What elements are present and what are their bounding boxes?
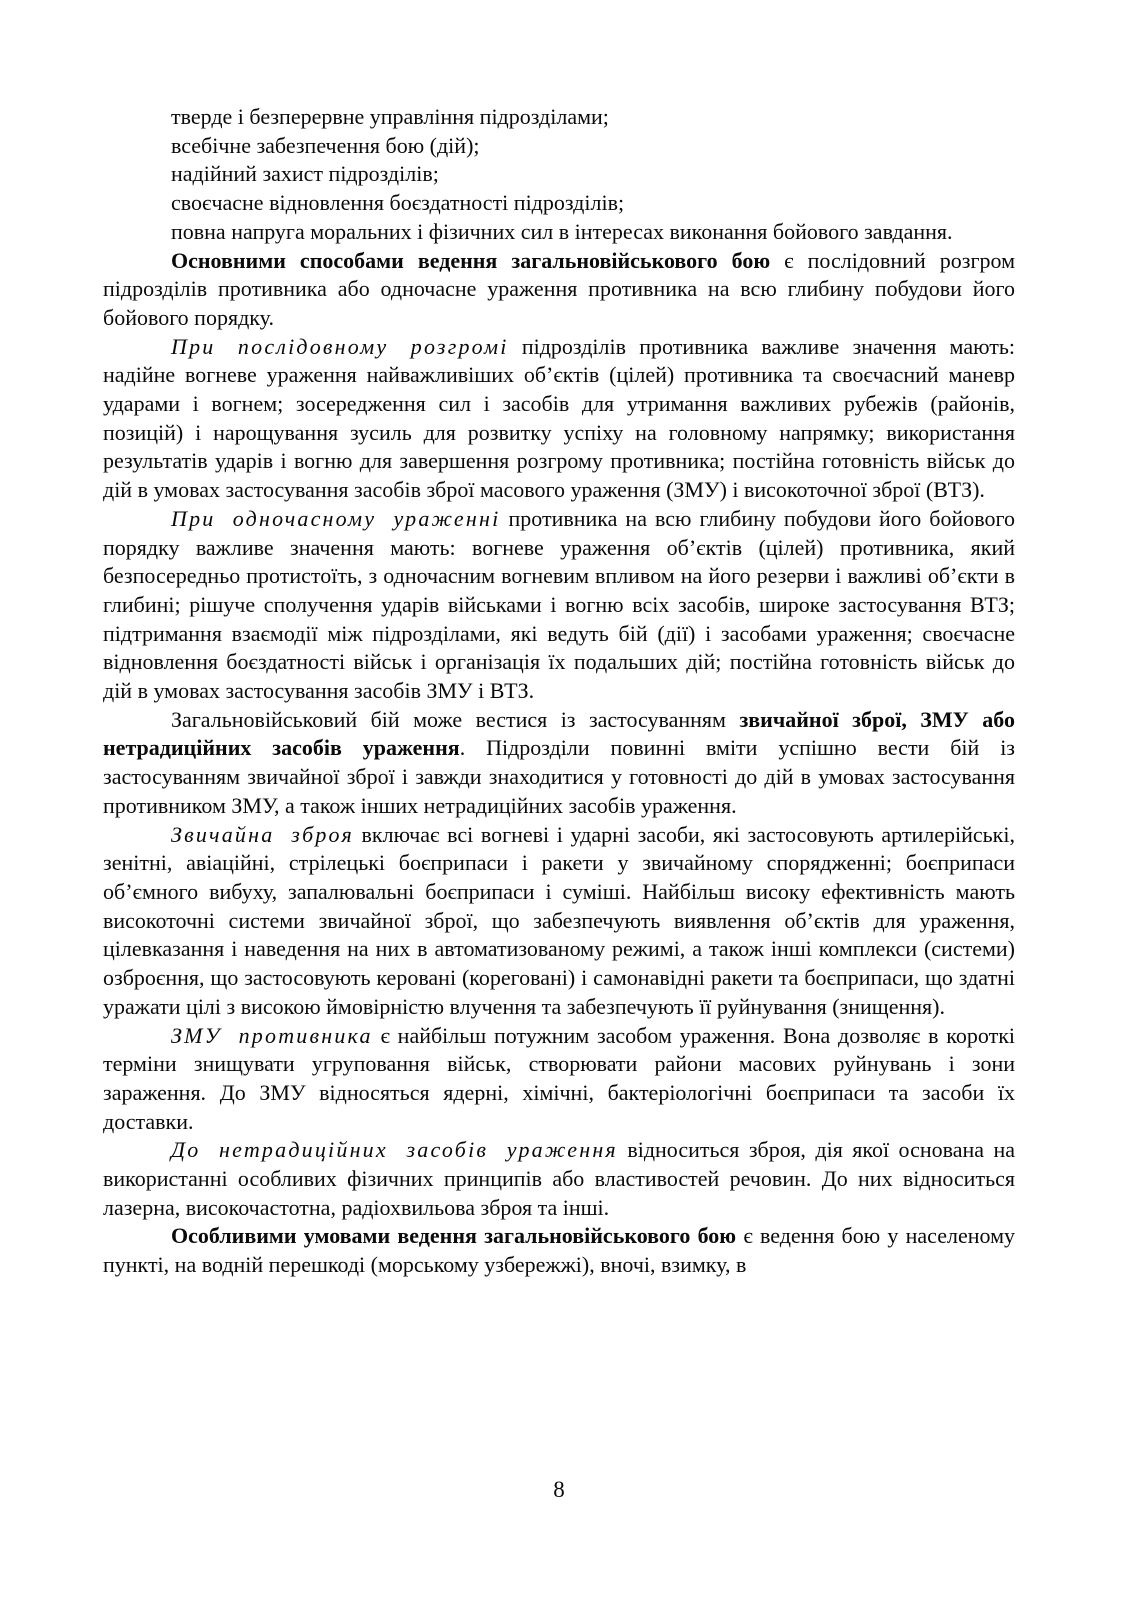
text-segment-italic-spread: При послідовному розгромі: [171, 333, 509, 359]
paragraph: [103, 160, 1015, 189]
page-number: 8: [553, 1477, 565, 1502]
text-segment-normal: противника на всю глибину побудови його бойового порядку важливе значення мають: вогневе ураження об’єктів (цілей) противника, який безпосередньо протистоїть, з одночасним вогневим впливом на його резерви і важливі об’єкти в глибині; рішуче сполучення ударів військами і вогню всіх засобів, широке застосування ВТЗ; підтримання взаємодії між підрозділами, які ведуть бій (дії) і засобами ураження; своєчасне відновлення боєздатності військ і організація їх подальших дій; постійна готовність військ до дій в умовах застосування засобів ЗМУ і ВТЗ.: [103, 505, 1015, 704]
document-body: [103, 103, 1015, 1280]
text-segment-bold: звичайної зброї, ЗМУ або нетрадиційних засобів ураження: [103, 706, 1015, 761]
paragraph: [103, 189, 1015, 218]
text-segment-normal: всебічне забезпечення бою (дій);: [171, 132, 480, 158]
text-segment-normal: Загальновійськовий бій може вестися із застосуванням: [171, 706, 740, 732]
paragraph: [103, 132, 1015, 161]
paragraph: [103, 1136, 1015, 1222]
paragraph: [103, 1022, 1015, 1137]
text-segment-normal: є ведення бою у населеному пункті, на водній перешкоді (морському узбережжі), вночі, взимку, в: [103, 1223, 1015, 1278]
text-segment-normal: надійний захист підрозділів;: [171, 161, 439, 187]
paragraph: [103, 821, 1015, 1022]
paragraph: [103, 333, 1015, 505]
text-segment-normal: відноситься зброя, дія якої основана на використанні особливих фізичних принципів або властивостей речовин. До них відноситься лазерна, високочастотна, радіохвильова зброя та інші.: [103, 1137, 1015, 1220]
paragraph: [103, 103, 1015, 132]
text-segment-normal: тверде і безперервне управління підрозділами;: [171, 104, 609, 129]
text-segment-bold: Особливими умовами ведення загальновійськового бою: [171, 1223, 737, 1249]
text-segment-normal: підрозділів противника важливе значення мають: надійне вогневе ураження найважливіших об’єктів (цілей) противника та своєчасний маневр ударами і вогнем; зосередження сил і засобів для утримання важливих рубежів (районів, позицій) і нарощування зусиль для розвитку успіху на головному напрямку; використання результатів ударів і вогню для завершення розгрому противника; постійна готовність військ до дій в умовах застосування засобів зброї масового ураження (ЗМУ) і високоточної зброї (ВТЗ).: [103, 333, 1015, 503]
text-segment-normal: є послідовний розгром підрозділів противника або одночасне ураження противника на всю глибину побудови його бойового порядку.: [103, 247, 1015, 330]
text-segment-italic-spread: Звичайна зброя: [171, 821, 354, 847]
text-segment-italic-spread: При одночасному ураженні: [171, 505, 501, 531]
paragraph: [103, 505, 1015, 706]
text-segment-normal: своєчасне відновлення боєздатності підрозділів;: [171, 190, 625, 216]
text-segment-normal: є найбільш потужним засобом ураження. Вона дозволяє в короткі терміни знищувати угруповання військ, створювати райони масових руйнувань і зони зараження. До ЗМУ відносяться ядерні, хімічні, бактеріологічні боєприпаси та засоби їх доставки.: [103, 1022, 1015, 1134]
text-segment-italic-spread: До нетрадиційних засобів ураження: [171, 1137, 618, 1163]
paragraph: [103, 247, 1015, 333]
paragraph: [103, 218, 1015, 247]
text-segment-normal: повна напруга моральних і фізичних сил в інтересах виконання бойового завдання.: [171, 218, 953, 244]
text-segment-normal: . Підрозділи повинні вміти успішно вести бій із застосуванням звичайної зброї і завжди знаходитися у готовності до дій в умовах застосування противником ЗМУ, а також інших нетрадиційних засобів ураження.: [103, 735, 1015, 818]
text-segment-italic-spread: ЗМУ противника: [171, 1022, 373, 1048]
paragraph: [103, 706, 1015, 821]
text-segment-normal: включає всі вогневі і ударні засоби, які застосовують артилерійські, зенітні, авіаційні, стрілецькі боєприпаси і ракети у звичайному спорядженні; боєприпаси об’ємного вибуху, запалювальні боєприпаси і суміші. Найбільш високу ефективність мають високоточні системи звичайної зброї, що забезпечують виявлення об’єктів для ураження, цілевказання і наведення на них в автоматизованому режимі, а також інші комплекси (системи) озброєння, що застосовують керовані (кореговані) і самонавідні ракети та боєприпаси, що здатні уражати цілі з високою ймовірністю влучення та забезпечують її руйнування (знищення).: [103, 821, 1015, 1019]
paragraph: [103, 1222, 1015, 1279]
text-segment-bold: Основними способами ведення загальновійськового бою: [171, 247, 771, 273]
